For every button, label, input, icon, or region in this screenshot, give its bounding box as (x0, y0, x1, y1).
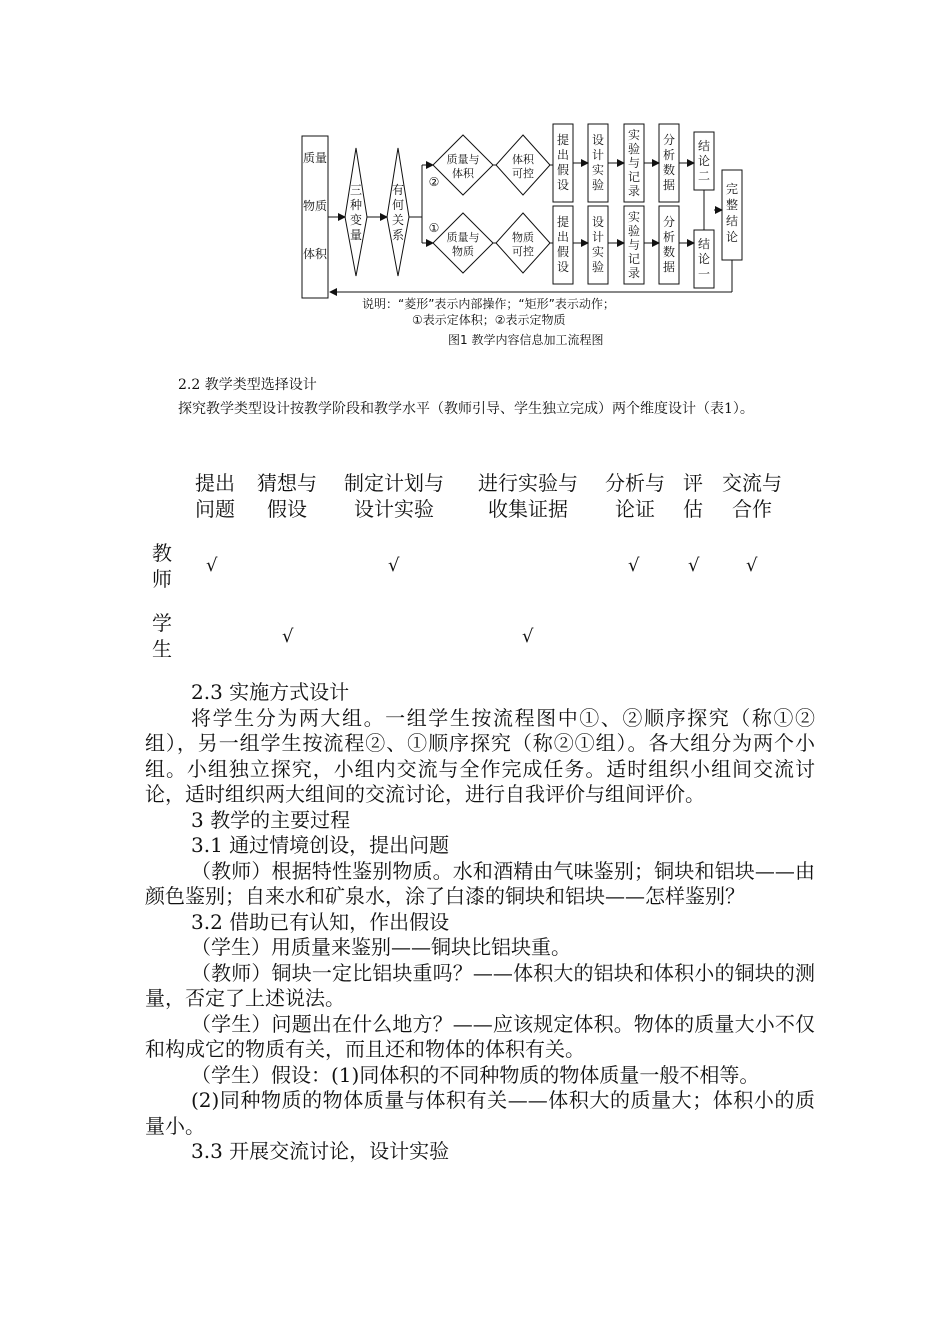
label-mass: 质量 (302, 151, 328, 165)
section-heading-3: 3 教学的主要过程 (191, 807, 351, 832)
paragraph: 将学生分为两大组。一组学生按流程图中①、②顺序探究（称①②组），另一组学生按流程②、①顺序探究（称②①组）。各大组分为两个小组。小组独立探究，小组内交流与全作完成任务。适时组织小组间交流讨论，适时组织两大组间的交流讨论，进行自我评价与组间评价。 (145, 705, 815, 806)
top-d1-line1: 质量与 (446, 153, 480, 166)
col-header: 分析与 论证 (605, 471, 665, 521)
rect-char: 录 (627, 184, 641, 198)
rect-char: 数 (662, 163, 676, 177)
section-heading-3-1: 3.1 通过情境创设，提出问题 (191, 833, 450, 857)
rect-char: 出 (556, 148, 570, 162)
rect-char: 析 (662, 230, 676, 244)
rect-char: 实 (591, 245, 605, 259)
col-header: 猜想与 假设 (257, 471, 317, 521)
rect-char: 出 (556, 230, 570, 244)
label-matter: 物质 (302, 199, 328, 213)
rect-char: 记 (627, 170, 641, 184)
col-header: 提出 问题 (195, 471, 235, 521)
bottom-d1-line2: 物质 (452, 245, 474, 258)
d1-char: 种 (349, 198, 363, 212)
rect-char: 结 (697, 139, 711, 153)
rect-char: 假 (556, 245, 570, 259)
rect-char: 实 (627, 210, 641, 224)
rect-char: 验 (591, 260, 605, 274)
rect-char: 整 (725, 198, 739, 212)
rect-char: 分 (662, 215, 676, 229)
rect-char: 结 (697, 237, 711, 251)
rect-char: 与 (627, 156, 641, 170)
rect-char: 验 (627, 142, 641, 156)
section-heading-2-2: 2.2 教学类型选择设计 (178, 377, 317, 393)
d2-char: 系 (391, 228, 405, 242)
rect-char: 设 (556, 178, 570, 192)
bottom-d2-line2: 可控 (512, 245, 534, 258)
diamond-three-variables (345, 148, 367, 276)
row-label-teacher: 教 师 (152, 541, 172, 591)
paragraph: （学生）问题出在什么地方？——应该规定体积。物体的质量大小不仅和构成它的物质有关，而且还和物体的体积有关。 (145, 1011, 815, 1061)
bottom-d2-line1: 物质 (512, 231, 534, 244)
rect-char: 二 (697, 169, 711, 183)
paragraph: （教师）铜块一定比铝块重吗？——体积大的铝块和体积小的铜块的测量，否定了上述说法。 (145, 960, 815, 1010)
rect-char: 论 (725, 230, 739, 244)
d2-char: 何 (391, 198, 405, 212)
paragraph: (2)同种物质的物体质量与体积有关——体积大的质量大；体积小的质量小。 (145, 1088, 815, 1138)
rect-char: 提 (556, 133, 570, 147)
rect-char: 据 (662, 178, 676, 192)
d1-char: 三 (349, 183, 363, 197)
check-mark: √ (206, 555, 218, 576)
rect-char: 记 (627, 252, 641, 266)
d1-char: 变 (349, 213, 363, 227)
rect-char: 假 (556, 163, 570, 177)
rect-char: 数 (662, 245, 676, 259)
rect-char: 一 (697, 267, 711, 281)
rect-char: 设 (556, 260, 570, 274)
rect-char: 分 (662, 133, 676, 147)
rect-char: 提 (556, 215, 570, 229)
rect-char: 论 (697, 252, 711, 266)
check-mark: √ (746, 555, 758, 576)
paragraph: （学生）假设：(1)同体积的不同种物质的物体质量一般不相等。 (191, 1062, 760, 1087)
row-label-student: 学 生 (152, 611, 172, 661)
col-header: 评 估 (683, 471, 703, 521)
d1-char: 量 (349, 228, 363, 242)
rect-char: 录 (627, 266, 641, 280)
section-heading-2-3: 2.3 实施方式设计 (191, 680, 350, 704)
check-mark: √ (282, 626, 294, 647)
rect-char: 计 (591, 230, 605, 244)
rect-char: 验 (627, 224, 641, 238)
section-heading-3-2: 3.2 借助已有认知，作出假设 (191, 909, 450, 934)
paragraph: （教师）根据特性鉴别物质。水和酒精由气味鉴别；铜块和铝块——由颜色鉴别；自来水和矿泉水，涂了白漆的铜块和铝块——怎样鉴别？ (145, 858, 815, 908)
top-d2-line2: 可控 (512, 167, 534, 180)
rect-char: 设 (591, 215, 605, 229)
body-text (145, 680, 815, 1165)
rect-char: 实 (627, 128, 641, 142)
figure-caption: 图1 教学内容信息加工流程图 (448, 333, 604, 347)
rect-char: 完 (725, 182, 739, 196)
top-d1-line2: 体积 (452, 167, 474, 180)
section-heading-3-3: 3.3 开展交流讨论，设计实验 (191, 1139, 450, 1163)
flowchart-figure (290, 110, 770, 355)
check-mark: √ (388, 555, 400, 576)
rect-char: 析 (662, 148, 676, 162)
check-mark: √ (522, 626, 534, 647)
flowchart-svg (290, 110, 770, 350)
bottom-d1-line1: 质量与 (446, 231, 480, 244)
diamond-relationship (387, 148, 409, 276)
d2-char: 有 (391, 183, 405, 197)
rect-char: 实 (591, 163, 605, 177)
rect-char: 计 (591, 148, 605, 162)
col-header: 进行实验与 收集证据 (478, 471, 578, 521)
d2-char: 关 (391, 213, 405, 227)
marker-two: ② (428, 175, 440, 189)
rect-char: 论 (697, 154, 711, 168)
section-text-2-2: 探究教学类型设计按教学阶段和教学水平（教师引导、学生独立完成）两个维度设计（表1）。 (178, 401, 754, 417)
col-header: 制定计划与 设计实验 (344, 471, 444, 521)
label-volume: 体积 (302, 247, 328, 261)
figure-note-line2: ①表示定体积；②表示定物质 (412, 313, 566, 327)
paragraph: （学生）用质量来鉴别——铜块比铝块重。 (191, 935, 571, 959)
figure-note-line1: 说明：“菱形”表示内部操作；“矩形”表示动作； (362, 297, 615, 311)
rect-char: 验 (591, 178, 605, 192)
rect-char: 设 (591, 133, 605, 147)
rect-char: 据 (662, 260, 676, 274)
check-mark: √ (628, 555, 640, 576)
rect-char: 与 (627, 238, 641, 252)
top-d2-line1: 体积 (512, 153, 534, 166)
rect-char: 结 (725, 214, 739, 228)
marker-one: ① (428, 221, 440, 235)
col-header: 交流与 合作 (722, 471, 782, 521)
check-mark: √ (688, 555, 700, 576)
